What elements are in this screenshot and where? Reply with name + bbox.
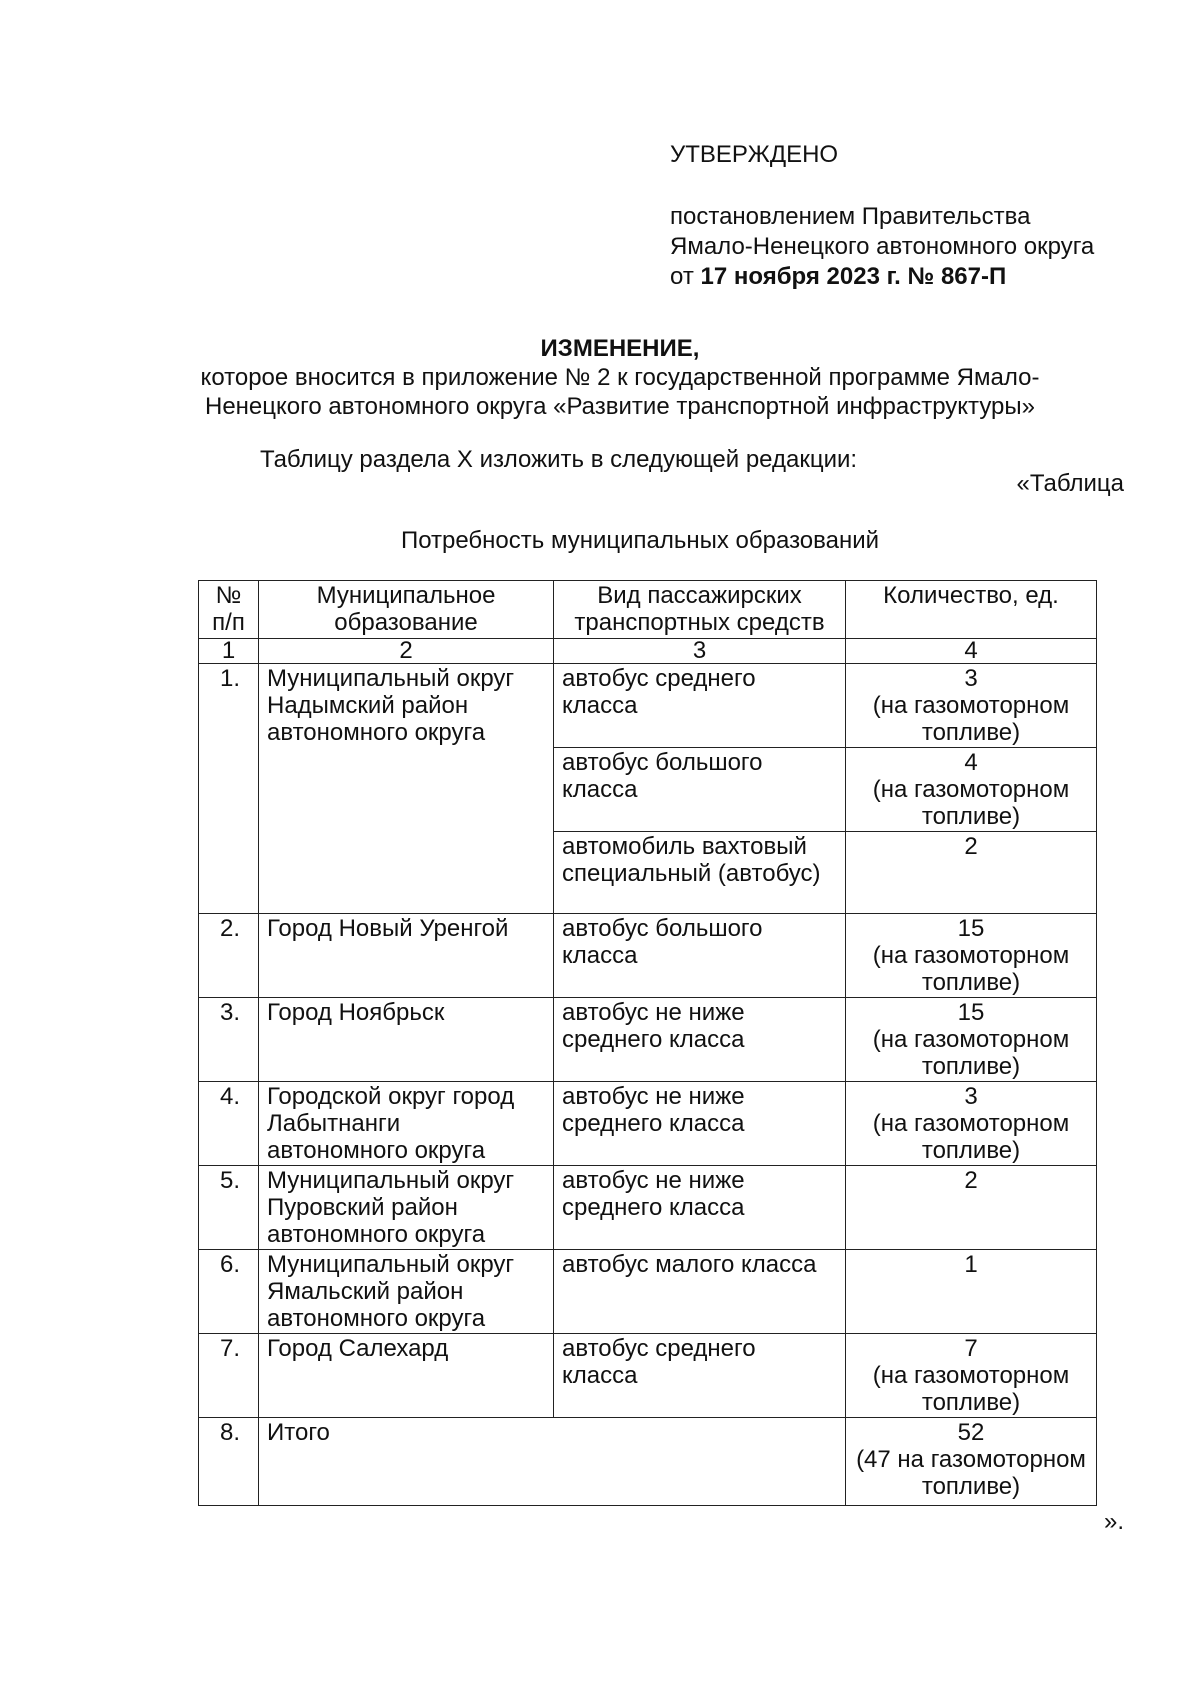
- approval-date-number: 17 ноября 2023 г. № 867-П: [700, 263, 1007, 290]
- row-vehicle: автобус большого класса: [554, 748, 846, 832]
- table-row: [199, 1250, 1097, 1334]
- row-municipality: Город Новый Уренгой: [259, 914, 554, 998]
- quantity-value: 2: [964, 1167, 978, 1194]
- quantity-value: 1: [964, 1251, 978, 1278]
- row-municipality: Городской округ город Лабытнанги автономного округа: [259, 1082, 554, 1166]
- approval-block: [670, 140, 1094, 292]
- table-row: [199, 914, 1097, 998]
- row-quantity: [846, 664, 1097, 748]
- column-number: 4: [846, 639, 1097, 664]
- table-row: [199, 664, 1097, 748]
- row-quantity: [846, 1166, 1097, 1250]
- quantity-value: 7: [964, 1335, 978, 1362]
- row-no: 5.: [199, 1166, 259, 1250]
- row-quantity: [846, 914, 1097, 998]
- row-quantity: [846, 748, 1097, 832]
- table-caption: Потребность муниципальных образований: [400, 527, 880, 554]
- row-vehicle: автобус среднего класса: [554, 1334, 846, 1418]
- intro-text: Таблицу раздела X изложить в следующей редакции:: [260, 446, 858, 473]
- row-municipality: Город Ноябрьск: [259, 998, 554, 1082]
- row-vehicle: автобус среднего класса: [554, 664, 846, 748]
- row-quantity: [846, 1334, 1097, 1418]
- row-vehicle: автобус большого класса: [554, 914, 846, 998]
- needs-table: [198, 580, 1097, 1506]
- quantity-value: 2: [964, 833, 978, 860]
- quantity-value: 4: [964, 749, 978, 776]
- approval-stamp: УТВЕРЖДЕНО: [670, 141, 839, 168]
- row-no: 3.: [199, 998, 259, 1082]
- row-no: 7.: [199, 1334, 259, 1418]
- quantity-note: (на газомоторном топливе): [872, 1026, 1070, 1080]
- quantity-value: 3: [964, 1083, 978, 1110]
- row-no: 6.: [199, 1250, 259, 1334]
- document-heading: [160, 334, 1080, 421]
- heading-line-2: Ненецкого автономного округа «Развитие транспортной инфраструктуры»: [204, 393, 1035, 420]
- row-municipality: Муниципальный округ Пуровский район автономного округа: [259, 1166, 554, 1250]
- row-quantity: [846, 1082, 1097, 1166]
- row-no: 4.: [199, 1082, 259, 1166]
- total-quantity: [846, 1418, 1097, 1506]
- row-municipality: Город Салехард: [259, 1334, 554, 1418]
- row-quantity: [846, 1250, 1097, 1334]
- row-vehicle: автобус не ниже среднего класса: [554, 998, 846, 1082]
- table-reference: «Таблица: [1016, 470, 1124, 497]
- table-row: [199, 1166, 1097, 1250]
- row-vehicle: автомобиль вахтовый специальный (автобус): [554, 832, 846, 914]
- approval-date-line: [670, 262, 1094, 292]
- table-total-row: [199, 1418, 1097, 1506]
- row-vehicle: автобус не ниже среднего класса: [554, 1082, 846, 1166]
- row-vehicle: автобус не ниже среднего класса: [554, 1166, 846, 1250]
- table-header-row: [199, 581, 1097, 639]
- row-quantity: [846, 998, 1097, 1082]
- total-no: 8.: [199, 1418, 259, 1506]
- total-label: Итого: [259, 1418, 846, 1506]
- column-number: 2: [259, 639, 554, 664]
- row-no: 2.: [199, 914, 259, 998]
- heading-line-1: которое вносится в приложение № 2 к государственной программе Ямало-: [200, 364, 1040, 391]
- quantity-value: 15: [957, 999, 985, 1026]
- row-quantity: [846, 832, 1097, 914]
- quantity-value: 15: [957, 915, 985, 942]
- quantity-note: (на газомоторном топливе): [872, 1362, 1070, 1416]
- total-value: 52: [957, 1419, 985, 1446]
- document-title: ИЗМЕНЕНИЕ,: [540, 335, 700, 362]
- column-number: 1: [199, 639, 259, 664]
- quantity-note: (на газомоторном топливе): [872, 692, 1070, 746]
- approval-line-1: постановлением Правительства: [670, 203, 1031, 230]
- header-municipality: Муниципальное образование: [259, 581, 554, 639]
- header-quantity: Количество, ед.: [846, 581, 1097, 639]
- row-municipality: Муниципальный округ Ямальский район автономного округа: [259, 1250, 554, 1334]
- header-no: № п/п: [199, 581, 259, 639]
- quantity-note: (на газомоторном топливе): [872, 776, 1070, 830]
- row-municipality: Муниципальный округ Надымский район автономного округа: [259, 664, 554, 914]
- table-row: [199, 1082, 1097, 1166]
- column-number-row: [199, 639, 1097, 664]
- row-no: 1.: [199, 664, 259, 914]
- approval-from: от: [670, 263, 694, 290]
- header-vehicle: Вид пассажирских транспортных средств: [554, 581, 846, 639]
- total-note: (47 на газомоторном топливе): [856, 1446, 1086, 1500]
- table-row: [199, 998, 1097, 1082]
- approval-line-2: Ямало-Ненецкого автономного округа: [670, 233, 1095, 260]
- quantity-note: (на газомоторном топливе): [872, 942, 1070, 996]
- table-row: [199, 1334, 1097, 1418]
- quantity-value: 3: [964, 665, 978, 692]
- column-number: 3: [554, 639, 846, 664]
- closing-quote: ».: [1103, 1508, 1124, 1535]
- row-vehicle: автобус малого класса: [554, 1250, 846, 1334]
- quantity-note: (на газомоторном топливе): [872, 1110, 1070, 1164]
